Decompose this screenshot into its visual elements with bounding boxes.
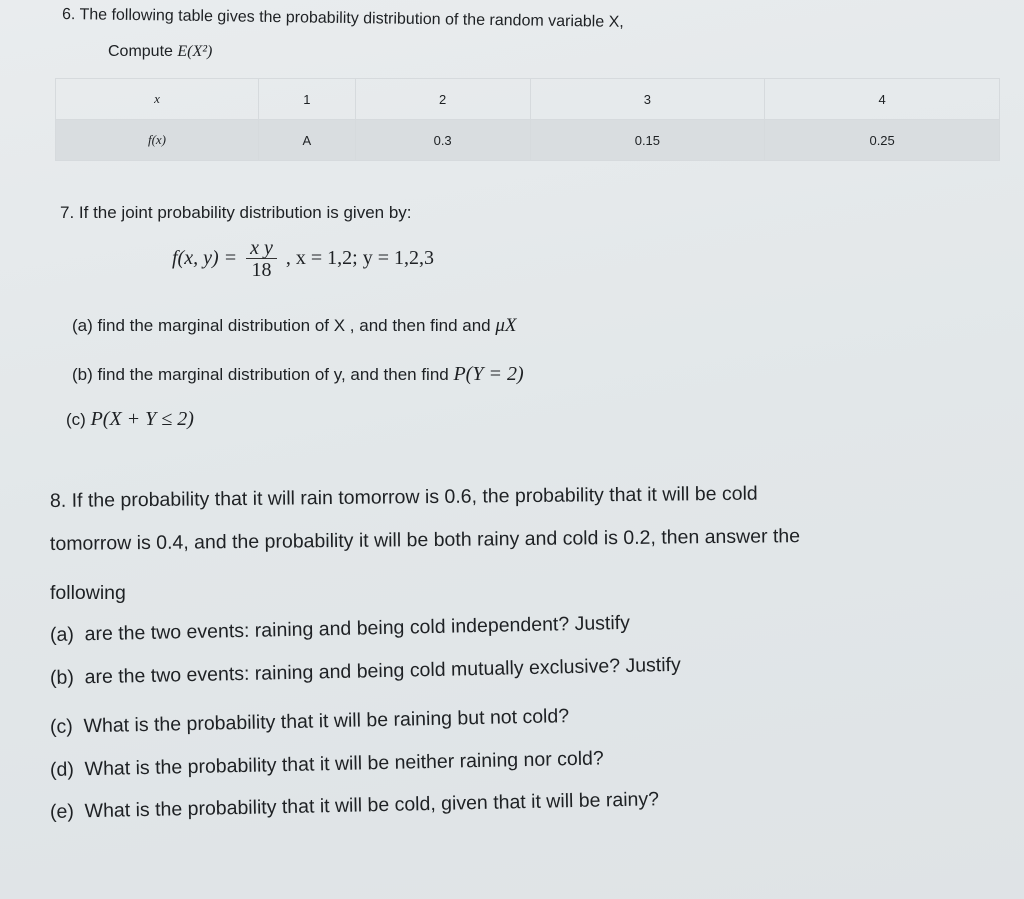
question-7c-label: (c) <box>66 410 86 429</box>
table-cell: 1 <box>259 79 356 120</box>
joint-formula <box>172 238 434 281</box>
table-cell: 4 <box>765 79 1000 120</box>
item-text: are the two events: raining and being cold mutually exclusive? Justify <box>84 653 681 689</box>
item-label: (e) <box>49 800 75 823</box>
question-7c-expr: P(X + Y ≤ 2) <box>90 408 194 430</box>
table-row-x <box>56 79 1000 120</box>
question-8-line-3: following <box>50 582 126 604</box>
question-7b-text: (b) find the marginal distribution of y, and then find <box>72 365 449 384</box>
question-8-line-2: tomorrow is 0.4, and the probability it will be both rainy and cold is 0.2, then answer the <box>49 525 801 555</box>
probability-table <box>55 78 1000 161</box>
question-8-line-1: 8. If the probability that it will rain tomorrow is 0.6, the probability that it will be cold <box>49 482 758 512</box>
question-7a-expr: μX <box>495 315 517 336</box>
table-cell: 0.3 <box>355 120 530 161</box>
table-row-fx <box>56 120 1000 161</box>
table-cell: 2 <box>355 79 530 120</box>
item-text: are the two events: raining and being cold independent? Justify <box>84 611 631 646</box>
item-text: What is the probability that it will be neither raining nor cold? <box>84 747 604 781</box>
item-label: (d) <box>49 758 75 781</box>
question-7b-expr: P(Y = 2) <box>453 363 524 385</box>
question-7a <box>72 315 517 337</box>
table-cell: 3 <box>530 79 765 120</box>
formula-denominator: 18 <box>251 259 272 281</box>
compute-expression: E(X²) <box>177 43 213 60</box>
compute-label: Compute <box>108 43 173 60</box>
formula-numerator: x y <box>246 238 277 259</box>
item-text: What is the probability that it will be raining but not cold? <box>83 705 570 738</box>
question-7c <box>66 408 194 431</box>
item-label: (b) <box>49 666 75 689</box>
row-label: f(x) <box>56 120 259 161</box>
question-7a-text: (a) find the marginal distribution of X , and then find and <box>72 316 491 335</box>
question-6-compute <box>108 43 212 61</box>
question-7-text: 7. If the joint probability distribution is given by: <box>60 203 412 222</box>
table-cell: 0.15 <box>530 120 765 161</box>
question-8e <box>50 788 659 824</box>
formula-domain: , x = 1,2; y = 1,2,3 <box>285 247 435 270</box>
row-label: x <box>56 79 259 120</box>
table-cell: 0.25 <box>765 120 1000 161</box>
question-8c <box>50 705 570 739</box>
question-7b <box>72 363 524 386</box>
item-text: What is the probability that it will be cold, given that it will be rainy? <box>84 788 660 823</box>
formula-fraction <box>246 238 277 281</box>
question-8a <box>50 612 630 647</box>
table-cell: A <box>259 120 356 161</box>
item-label: (c) <box>49 715 73 738</box>
question-8b <box>50 654 681 690</box>
item-label: (a) <box>49 623 75 646</box>
question-8d <box>50 747 604 782</box>
question-6-text: 6. The following table gives the probability distribution of the random variable X, <box>61 6 624 31</box>
formula-lhs: f(x, y) = <box>172 247 238 270</box>
